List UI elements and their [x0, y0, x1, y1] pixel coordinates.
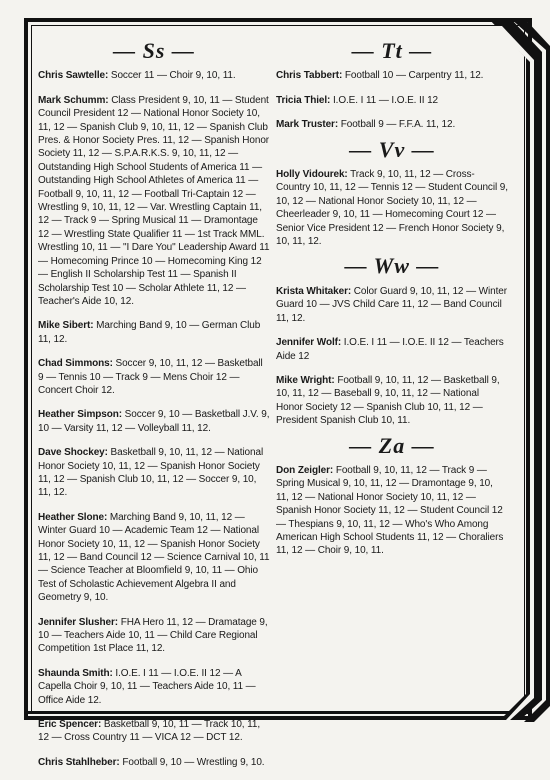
- section-heading-vv: — Vv —: [349, 136, 435, 162]
- senior-entry: [38, 511, 270, 605]
- senior-activities: Soccer 9, 10, 11, 12 — Basketball 9 — Tennis 10 — Track 9 — Mens Choir 12 — Concert Choir 12.: [38, 358, 263, 396]
- senior-activities: I.O.E. I 11 — I.O.E. II 12 — A Capella Choir 9, 10, 11 — Teachers Aide 10, 11 — Office Aide 12.: [38, 667, 256, 706]
- senior-entry: [276, 94, 508, 107]
- senior-name: Chad Simmons:: [38, 358, 113, 370]
- senior-entry: [276, 374, 508, 428]
- senior-entry: [276, 285, 508, 325]
- senior-entry: [38, 94, 270, 309]
- senior-entry: [38, 357, 270, 397]
- senior-activities: Football 9 — F.F.A. 11, 12.: [340, 119, 456, 131]
- section-heading-ss: — Ss —: [113, 38, 195, 63]
- senior-activities: I.O.E. I 11 — I.O.E. II 12 — Teachers Aide 12: [276, 337, 504, 362]
- senior-entry: [38, 616, 270, 656]
- senior-activities: Football 9, 10 — Wrestling 9, 10.: [122, 756, 265, 768]
- senior-activities: I.O.E. I 11 — I.O.E. II 12: [332, 94, 439, 106]
- senior-entry: [276, 464, 508, 558]
- senior-name: Dave Shockey:: [38, 447, 108, 459]
- senior-name: Mike Sibert:: [38, 320, 94, 332]
- senior-name: Don Zeigler:: [276, 464, 334, 476]
- senior-name: Holly Vidourek:: [276, 169, 348, 181]
- senior-activities: Track 9, 10, 11, 12 — Cross-Country 10, 11, 12 — Tennis 12 — Student Council 9, 10, 12 — National Honor Society 10, 11, 12 — Cheerleader 9, 10, 11 — Homecoming Court 12 — Senior Vice President 12 — French Honor Society 9, 10, 11, 12.: [276, 169, 508, 248]
- senior-activities: Class President 9, 10, 11 — Student Council President 12 — National Honor Society 10, 11, 12 — Spanish Club 9, 10, 11, 12 — Spanish Club Pres. & Honor Society Pres. 11, 12 — Spanish Honor Society 11, 12 — S.P.A.R.K.S. 9, 10, 11, 12 — Outstanding High School Students of America 11 — Outstanding High School Athletes of America 11 — Football 9, 10, 11, 12 — Football Tri-Captain 12 — Wrestling 9, 10, 11, 12 — Var. Wrestling Captain 11, 12 — Track 9 — Spring Musical 11 — Dramontage 12 — Wrestling State Qualifier 11 — 1st Track MML. Wrestling 10, 11 — "I Dare You" Leadership Award 11 — Homecoming Prince 10 — Homecoming King 12 — English II Scholarship Test 11 — Spanish II Scholarship Test 10 — Scholar Athlete 11, 12 — Teacher's Aide 10, 12.: [38, 94, 270, 307]
- senior-entry: [276, 168, 508, 248]
- senior-activities: Marching Band 9, 10 — German Club 11, 12.: [38, 320, 261, 345]
- senior-name: Heather Simpson:: [38, 409, 122, 421]
- senior-entry: [38, 408, 270, 435]
- senior-entry: [38, 756, 270, 769]
- right-column: [276, 40, 508, 569]
- senior-name: Shaunda Smith:: [38, 667, 113, 679]
- senior-name: Eric Spencer:: [38, 719, 102, 731]
- senior-activities: Football 9, 10, 11, 12 — Basketball 9, 10, 11, 12 — Baseball 9, 10, 11, 12 — National Honor Society 12 — Spanish Club 10, 11, 12 — President Spanish Club 10, 11.: [276, 374, 500, 427]
- senior-entry: [276, 336, 508, 363]
- senior-name: Tricia Thiel:: [276, 94, 331, 106]
- senior-activities: FHA Hero 11, 12 — Dramatage 9, 10 — Teachers Aide 10, 11 — Child Care Regional Competition 1st Place 11, 12.: [38, 616, 268, 655]
- senior-name: Chris Tabbert:: [276, 70, 343, 82]
- section-heading-za: — Za —: [349, 432, 435, 458]
- senior-name: Krista Whitaker:: [276, 285, 352, 297]
- senior-entry: [38, 667, 270, 707]
- senior-entry: [276, 118, 508, 131]
- senior-entry: [38, 319, 270, 346]
- senior-activities: Basketball 9, 10, 11, 12 — National Honor Society 10, 11, 12 — Spanish Honor Society 11, 12 — Spanish Club 10, 11, 12 — Soccer 9, 10, 11, 12.: [38, 447, 264, 499]
- senior-entry: [38, 69, 270, 82]
- senior-entry: [38, 446, 270, 500]
- senior-name: Jennifer Wolf:: [276, 337, 342, 349]
- senior-entry: [38, 718, 270, 745]
- senior-name: Mark Schumm:: [38, 94, 109, 106]
- senior-name: Heather Slone:: [38, 511, 108, 523]
- senior-activities: Color Guard 9, 10, 11, 12 — Winter Guard 10 — JVS Child Care 11, 12 — Band Council 11, 12.: [276, 285, 507, 324]
- senior-name: Chris Sawtelle:: [38, 70, 109, 82]
- senior-activities: Football 9, 10, 11, 12 — Track 9 — Spring Musical 9, 10, 11, 12 — Dramontage 9, 10, 11, 12 — National Honor Society 10, 11, 12 — Spanish Honor Society 11, 12 — Student Council 12 — Thespians 9, 10, 11, 12 — Who's Who Among American High School Students 11, 12 — Choraliers 11, 12 — Choir 9, 10, 11.: [276, 464, 504, 557]
- senior-name: Jennifer Slusher:: [38, 616, 118, 628]
- senior-name: Chris Stahlheber:: [38, 756, 120, 768]
- senior-name: Mark Truster:: [276, 119, 339, 131]
- left-column: [38, 40, 270, 780]
- senior-activities: Soccer 11 — Choir 9, 10, 11.: [110, 70, 236, 82]
- senior-activities: Marching Band 9, 10, 11, 12 — Winter Guard 10 — Academic Team 12 — National Honor Society 10, 11, 12 — Spanish Honor Society 11, 12 — Band Council 12 — Science Carnival 10, 11 — Science Teacher at Bloomfield 9, 10, 11 — Ohio Test of Scholastic Achievement Algebra II and Geometry 9, 10.: [38, 511, 270, 604]
- section-heading-tt: — Tt —: [351, 38, 433, 63]
- senior-activities: Football 10 — Carpentry 11, 12.: [344, 70, 484, 82]
- senior-entry: [276, 69, 508, 82]
- senior-activities: Soccer 9, 10 — Basketball J.V. 9, 10 — Varsity 11, 12 — Volleyball 11, 12.: [38, 409, 270, 434]
- senior-activities: Basketball 9, 10, 11 — Track 10, 11, 12 — Cross Country 11 — VICA 12 — DCT 12.: [38, 719, 260, 744]
- section-heading-ww: — Ww —: [344, 253, 440, 279]
- senior-name: Mike Wright:: [276, 374, 335, 386]
